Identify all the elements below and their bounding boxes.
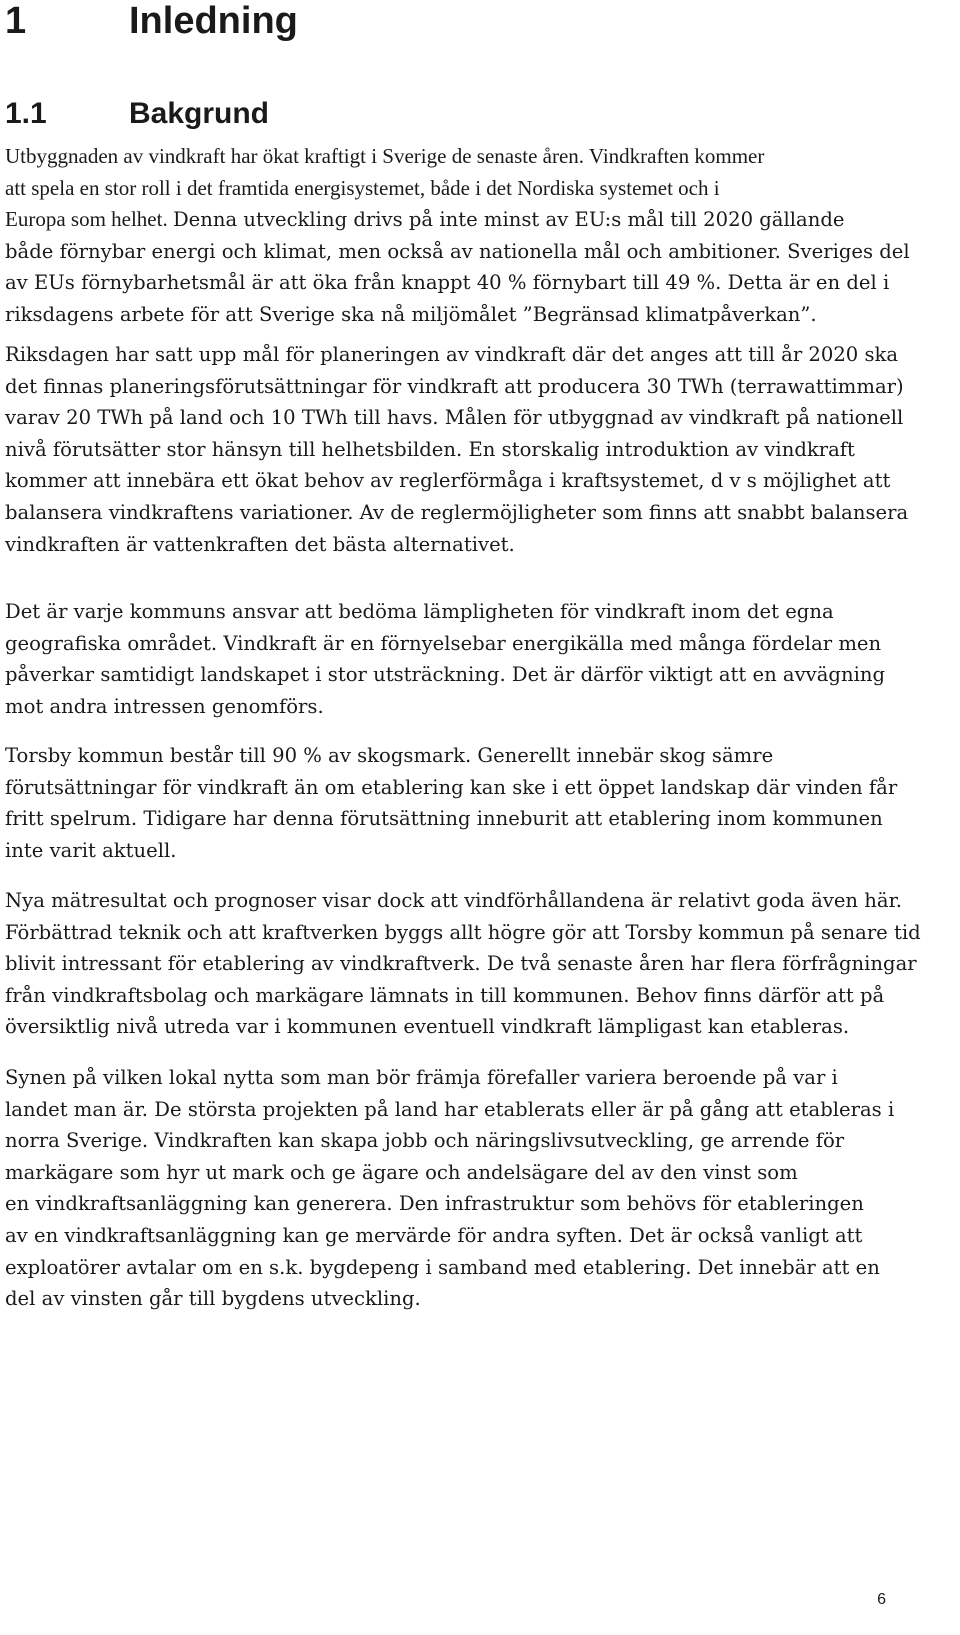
section-heading	[5, 96, 269, 132]
paragraph-background	[5, 141, 957, 331]
text-line: det finnas planeringsförutsättningar för vindkraft att producera 30 TWh (terrawattimmar)	[5, 374, 904, 398]
paragraph-municipal-responsibility	[5, 596, 957, 722]
paragraph-torsby-forest	[5, 740, 957, 866]
section-number: 1.1	[5, 97, 47, 130]
paragraph-new-measurements	[5, 885, 957, 1043]
text-line: blivit intressant för etablering av vindkraftverk. De två senaste åren har flera förfrågningar	[5, 952, 917, 976]
text-line: norra Sverige. Vindkraften kan skapa jobb och näringslivsutveckling, ge arrende för	[5, 1129, 845, 1153]
chapter-title: Inledning	[129, 0, 298, 42]
text-line: både förnybar energi och klimat, men också av nationella mål och ambitioner. Sveriges del	[5, 239, 910, 263]
text-line: inte varit aktuell.	[5, 838, 177, 862]
text-line: av en vindkraftsanläggning kan ge mervärde för andra syften. Det är också vanligt att	[5, 1223, 863, 1247]
text-line: landet man är. De största projekten på land har etablerats eller är på gång att etableras i	[5, 1097, 895, 1121]
text-line: balansera vindkraftens variationer. Av de reglermöjligheter som finns att snabbt balansera	[5, 500, 909, 524]
text-line: varav 20 TWh på land och 10 TWh till havs. Målen för utbyggnad av vindkraft på nationell	[5, 406, 904, 430]
text-line: förutsättningar för vindkraft än om etablering kan ske i ett öppet landskap där vinden får	[5, 775, 898, 799]
text-line: Europa som helhet. Denna utveckling drivs på inte minst av EU:s mål till 2020 gällande	[5, 207, 845, 232]
text-line: av EUs förnybarhetsmål är att öka från knappt 40 % förnybart till 49 %. Detta är en del i	[5, 271, 890, 295]
section-title: Bakgrund	[129, 97, 270, 130]
text-line: att spela en stor roll i det framtida energisystemet, både i det Nordiska systemet och i	[5, 175, 720, 200]
text-line: Det är varje kommuns ansvar att bedöma lämpligheten för vindkraft inom det egna	[5, 600, 834, 623]
text-line: en vindkraftsanläggning kan generera. Den infrastruktur som behövs för etableringen	[5, 1192, 864, 1216]
text-line: Nya mätresultat och prognoser visar dock att vindförhållandena är relativt goda även här.	[5, 889, 903, 912]
text-line: Förbättrad teknik och att kraftverken byggs allt högre gör att Torsby kommun på senare tid	[5, 920, 921, 944]
text-line: påverkar samtidigt landskapet i stor utsträckning. Det är därför viktigt att en avvägning	[5, 663, 886, 687]
text-line: markägare som hyr ut mark och ge ägare och andelsägare del av den vinst som	[5, 1160, 798, 1184]
chapter-heading	[5, 0, 298, 42]
text-line: geografiska området. Vindkraft är en förnyelsebar energikälla med många fördelar men	[5, 631, 882, 655]
text-line: exploatörer avtalar om en s.k. bygdepeng i samband med etablering. Det innebär att en	[5, 1255, 880, 1279]
text-line: mot andra intressen genomförs.	[5, 694, 324, 718]
text-line: nivå förutsätter stor hänsyn till helhetsbilden. En storskalig introduktion av vindkraft	[5, 437, 855, 461]
text-line: del av vinsten går till bygdens utveckling.	[5, 1287, 421, 1311]
page-number: 6	[877, 1591, 886, 1608]
text-line: kommer att innebära ett ökat behov av reglerförmåga i kraftsystemet, d v s möjlighet att	[5, 469, 891, 493]
text-line: Torsby kommun består till 90 % av skogsmark. Generellt innebär skog sämre	[5, 744, 774, 767]
chapter-number: 1	[5, 0, 27, 42]
text-line: Utbyggnaden av vindkraft har ökat kraftigt i Sverige de senaste åren. Vindkraften kommer	[5, 144, 765, 168]
text-line: fritt spelrum. Tidigare har denna förutsättning inneburit att etablering inom kommunen	[5, 807, 883, 831]
paragraph-targets	[5, 339, 957, 560]
text-line: översiktlig nivå utreda var i kommunen eventuell vindkraft lämpligast kan etableras.	[5, 1015, 850, 1039]
text-line: vindkraften är vattenkraften det bästa alternativet.	[5, 532, 515, 556]
paragraph-local-benefit	[5, 1062, 957, 1315]
text-line: Riksdagen har satt upp mål för planeringen av vindkraft där det anges att till år 2020 ska	[5, 343, 899, 366]
text-line: Synen på vilken lokal nytta som man bör främja förefaller variera beroende på var i	[5, 1066, 838, 1089]
text-line: från vindkraftsbolag och markägare lämnats in till kommunen. Behov finns därför att på	[5, 983, 885, 1007]
text-line: riksdagens arbete för att Sverige ska nå miljömålet ”Begränsad klimatpåverkan”.	[5, 302, 817, 326]
